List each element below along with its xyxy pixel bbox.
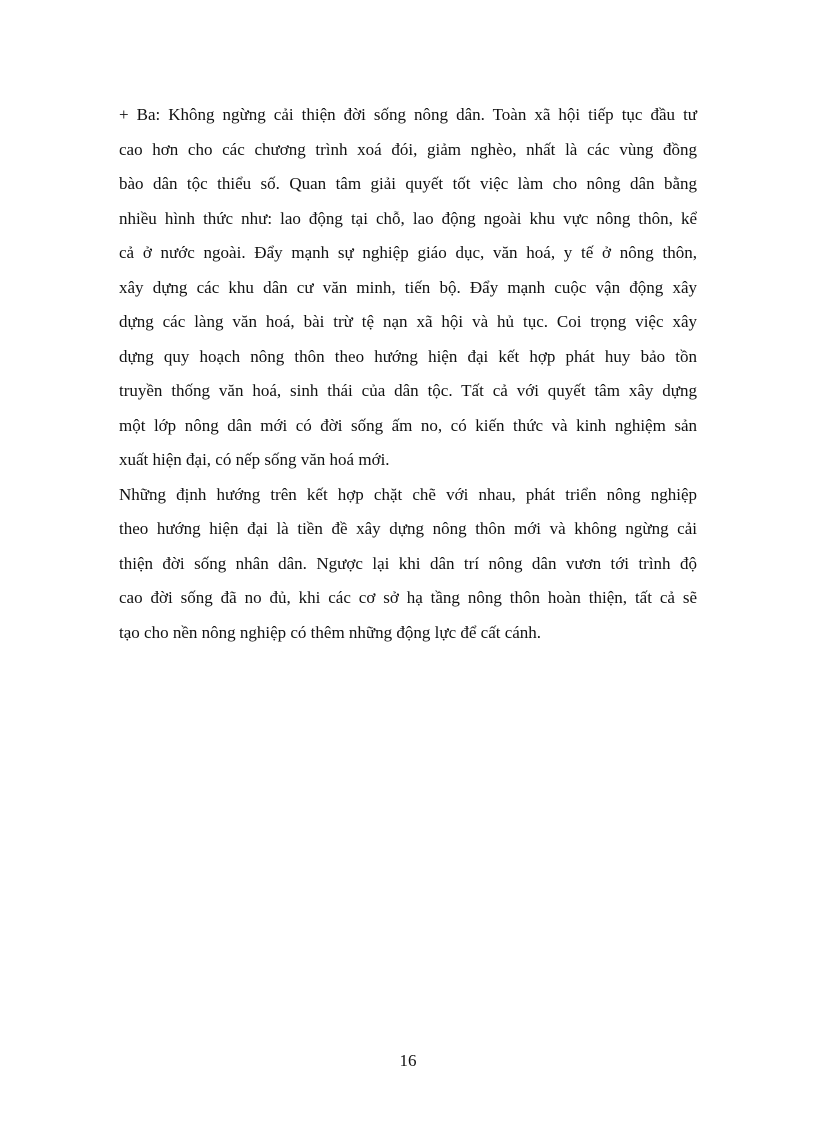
text-line: Những định hướng trên kết hợp chặt chẽ với nhau, phát triển nông nghiệp — [119, 484, 697, 504]
text-line: theo hướng hiện đại là tiền đề xây dựng nông thôn mới và không ngừng cải — [119, 519, 697, 538]
text-line: nhiều hình thức như: lao động tại chỗ, lao động ngoài khu vực nông thôn, kể — [119, 208, 697, 228]
text-line: truyền thống văn hoá, sinh thái của dân tộc. Tất cả với quyết tâm xây dựng — [119, 381, 697, 400]
paragraph-summary-orientations — [119, 478, 697, 651]
text-line: bào dân tộc thiểu số. Quan tâm giải quyết tốt việc làm cho nông dân bằng — [119, 174, 697, 193]
paragraph-three-improve-farmer-life — [119, 98, 697, 478]
text-line: dựng quy hoạch nông thôn theo hướng hiện đại kết hợp phát huy bảo tồn — [119, 346, 697, 366]
text-line: xuất hiện đại, có nếp sống văn hoá mới. — [119, 450, 390, 469]
text-line: cao đời sống đã no đủ, khi các cơ sở hạ tầng nông thôn hoàn thiện, tất cả sẽ — [119, 588, 697, 607]
text-line: dựng các làng văn hoá, bài trừ tệ nạn xã hội và hủ tục. Coi trọng việc xây — [119, 312, 697, 331]
body-text — [119, 98, 697, 650]
page-number: 16 — [399, 1051, 417, 1070]
text-line: xây dựng các khu dân cư văn minh, tiến bộ. Đẩy mạnh cuộc vận động xây — [119, 277, 697, 297]
text-line: cả ở nước ngoài. Đẩy mạnh sự nghiệp giáo dục, văn hoá, y tế ở nông thôn, — [119, 243, 697, 262]
text-line: cao hơn cho các chương trình xoá đói, giảm nghèo, nhất là các vùng đồng — [119, 139, 697, 159]
text-line: một lớp nông dân mới có đời sống ấm no, có kiến thức và kinh nghiệm sản — [119, 415, 697, 435]
text-line: thiện đời sống nhân dân. Ngược lại khi dân trí nông dân vươn tới trình độ — [119, 553, 697, 573]
text-line: + Ba: Không ngừng cải thiện đời sống nông dân. Toàn xã hội tiếp tục đầu tư — [119, 105, 697, 124]
text-line: tạo cho nền nông nghiệp có thêm những động lực để cất cánh. — [119, 622, 542, 642]
